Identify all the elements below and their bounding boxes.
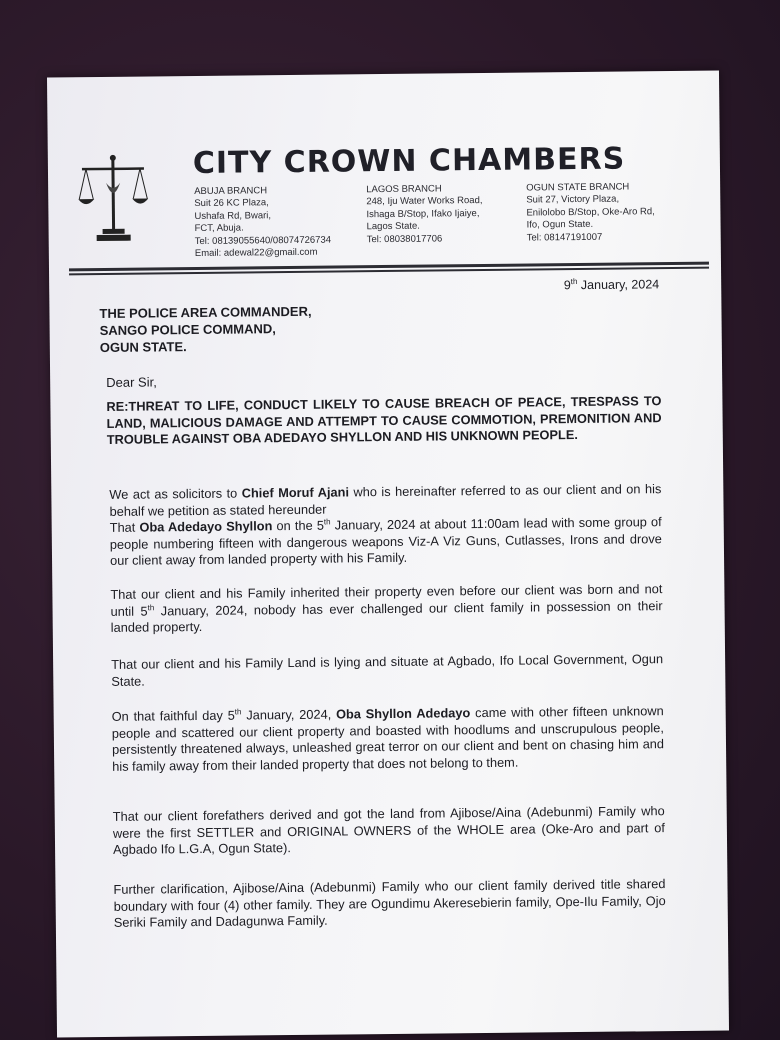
addressee-line: OGUN STATE. [99, 339, 187, 356]
paragraph-6: Further clarification, Ajibose/Aina (Adebunmi) Family who our client family derived title shared boundary with four (4) other family. They are Ogundimu Akeresebierin family, Ope-Ilu Family, Ojo Seriki Family and Dadagunwa Family. [113, 876, 666, 930]
branch-line: FCT, Abuja. [194, 222, 244, 235]
firm-name: CITY CROWN CHAMBERS [192, 141, 626, 182]
paragraph-5: That our client forefathers derived and got the land from Ajibose/Aina (Adebunmi) Family who were the first SETTLER and ORIGINAL OWNERS of the WHOLE area (Oke-Aro and part of Agbado Ifo L.G.A, Ogun State). [112, 803, 665, 857]
scales-of-justice-logo [78, 152, 149, 245]
branch-line: Enilolobo B/Stop, Oke-Aro Rd, [526, 206, 655, 219]
lagos-branch-address [366, 183, 483, 246]
abuja-branch-address [194, 185, 331, 261]
branch-line: Suit 27, Victory Plaza, [526, 193, 620, 206]
branch-line: Suit 26 KC Plaza, [194, 197, 269, 210]
branch-name: LAGOS BRANCH [366, 183, 442, 196]
branch-email: Email: adewal22@gmail.com [194, 246, 318, 260]
branch-line: Ishaga B/Stop, Ifako Ijaiye, [366, 207, 480, 221]
branch-phone: Tel: 08147191007 [526, 231, 603, 244]
ogun-branch-address [526, 181, 655, 244]
paragraph-4: On that faithful day 5th January, 2024, Oba Shyllon Adedayo came with other fifteen unknown people and scattered our client property and boasted with hoodlums and unscrupulous people, persistently threatened always, unleashed great terror on our client and bent on chasing him and his family away from their landed property that does not belong to them. [111, 703, 665, 774]
addressee-block [99, 303, 312, 356]
salutation: Dear Sir, [106, 374, 157, 390]
branch-line: Ushafa Rd, Bwari, [194, 210, 272, 222]
branch-line: Lagos State. [366, 220, 420, 233]
subject-line: RE:THREAT TO LIFE, CONDUCT LIKELY TO CAUSE BREACH OF PEACE, TRESPASS TO LAND, MALICIOUS DAMAGE AND ATTEMPT TO CAUSE COMMOTION, PREMONITION AND TROUBLE AGAINST OBA ADEDAYO SHYLLON AND HIS UNKNOWN PEOPLE. [106, 393, 662, 447]
branch-phone: Tel: 08139055640/08074726734 [194, 234, 332, 247]
paragraph-2: That our client and his Family inherited their property even before our client was born and not until 5th January, 2024, nobody has ever challenged our client family in possession on their landed property. [110, 581, 663, 635]
letter-page [47, 71, 729, 1038]
branch-line: Ifo, Ogun State. [526, 219, 594, 231]
letter-date: 9th January, 2024 [563, 277, 660, 293]
addressee-line: SANGO POLICE COMMAND, [99, 321, 276, 339]
branch-name: OGUN STATE BRANCH [526, 181, 630, 194]
addressee-line: THE POLICE AREA COMMANDER, [99, 303, 312, 322]
branch-name: ABUJA BRANCH [194, 185, 268, 198]
branch-phone: Tel: 08038017706 [366, 233, 443, 245]
paragraph-1: We act as solicitors to Chief Moruf Ajani who is hereinafter referred to as our client and on his behalf we petition as stated hereunder That Oba Adedayo Shyllon on the 5th January, 2024 at about 11:00am lead with some group of people numbering fifteen with dangerous weapons Viz-A Viz Guns, Cutlasses, Irons and drove our client away from landed property with his Family. [109, 481, 662, 568]
paragraph-3: That our client and his Family Land is lying and situate at Agbado, Ifo Local Government, Ogun State. [111, 651, 664, 689]
branch-line: 248, Iju Water Works Road, [366, 195, 483, 208]
